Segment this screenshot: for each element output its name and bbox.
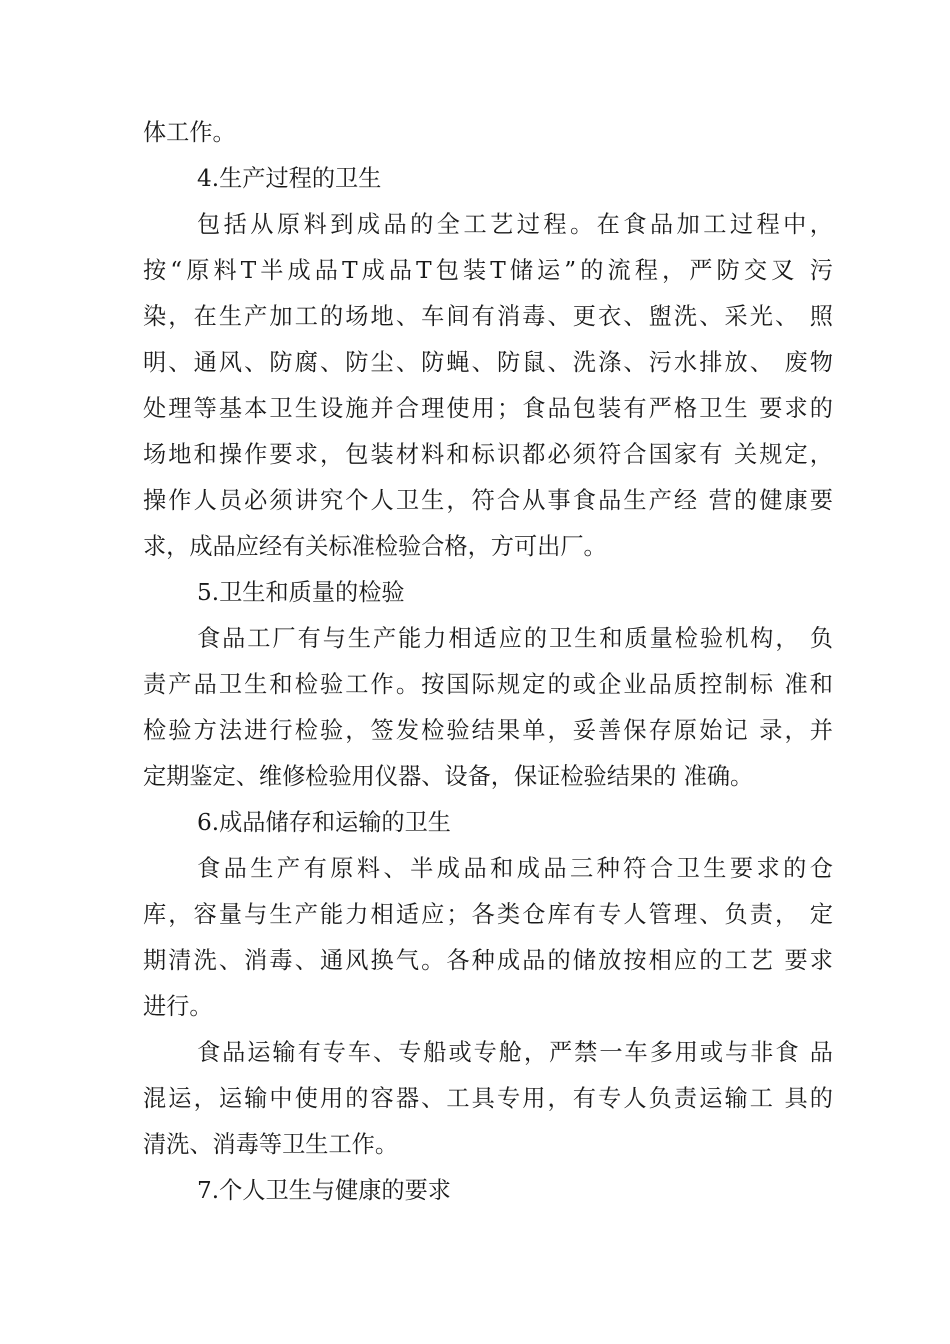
text-line: 操作人员必须讲究个人卫生，符合从事食品生产经 营的健康要 bbox=[143, 487, 833, 514]
text-line: 求，成品应经有关标准检验合格，方可出厂。 bbox=[143, 533, 607, 560]
text-line: 染，在生产加工的场地、车间有消毒、更衣、盥洗、采光、 照 bbox=[143, 303, 833, 330]
text-line: 明、通风、防腐、防尘、防蝇、防鼠、洗涤、污水排放、 废物 bbox=[143, 349, 833, 376]
text-line: 食品工厂有与生产能力相适应的卫生和质量检验机构， 负 bbox=[197, 625, 833, 652]
text-line: 进行。 bbox=[143, 993, 213, 1020]
text-line: 体工作。 bbox=[143, 119, 236, 146]
text-line: 食品运输有专车、专船或专舱，严禁一车多用或与非食 品 bbox=[197, 1039, 833, 1066]
section-heading: 4.生产过程的卫生 bbox=[197, 165, 382, 192]
text-line: 定期鉴定、维修检验用仪器、设备，保证检验结果的 准确。 bbox=[143, 763, 754, 790]
text-line: 库，容量与生产能力相适应；各类仓库有专人管理、负责， 定 bbox=[143, 901, 833, 928]
section-heading: 5.卫生和质量的检验 bbox=[197, 579, 405, 606]
text-line: 按“原料T半成品T成品T包装T储运”的流程，严防交叉 污 bbox=[143, 257, 833, 284]
text-line: 期清洗、消毒、通风换气。各种成品的储放按相应的工艺 要求 bbox=[143, 947, 833, 974]
text-line: 食品生产有原料、半成品和成品三种符合卫生要求的仓 bbox=[197, 855, 833, 882]
text-line: 清洗、消毒等卫生工作。 bbox=[143, 1131, 399, 1158]
section-heading: 7.个人卫生与健康的要求 bbox=[197, 1177, 451, 1204]
document-body bbox=[143, 110, 833, 1214]
section-heading: 6.成品储存和运输的卫生 bbox=[197, 809, 451, 836]
text-line: 场地和操作要求，包装材料和标识都必须符合国家有 关规定， bbox=[143, 441, 833, 468]
text-line: 混运，运输中使用的容器、工具专用，有专人负责运输工 具的 bbox=[143, 1085, 833, 1112]
text-line: 责产品卫生和检验工作。按国际规定的或企业品质控制标 准和 bbox=[143, 671, 833, 698]
text-line: 检验方法进行检验，签发检验结果单，妥善保存原始记 录，并 bbox=[143, 717, 833, 744]
text-line: 包括从原料到成品的全工艺过程。在食品加工过程中， bbox=[197, 211, 833, 238]
text-line: 处理等基本卫生设施并合理使用；食品包装有严格卫生 要求的 bbox=[143, 395, 833, 422]
